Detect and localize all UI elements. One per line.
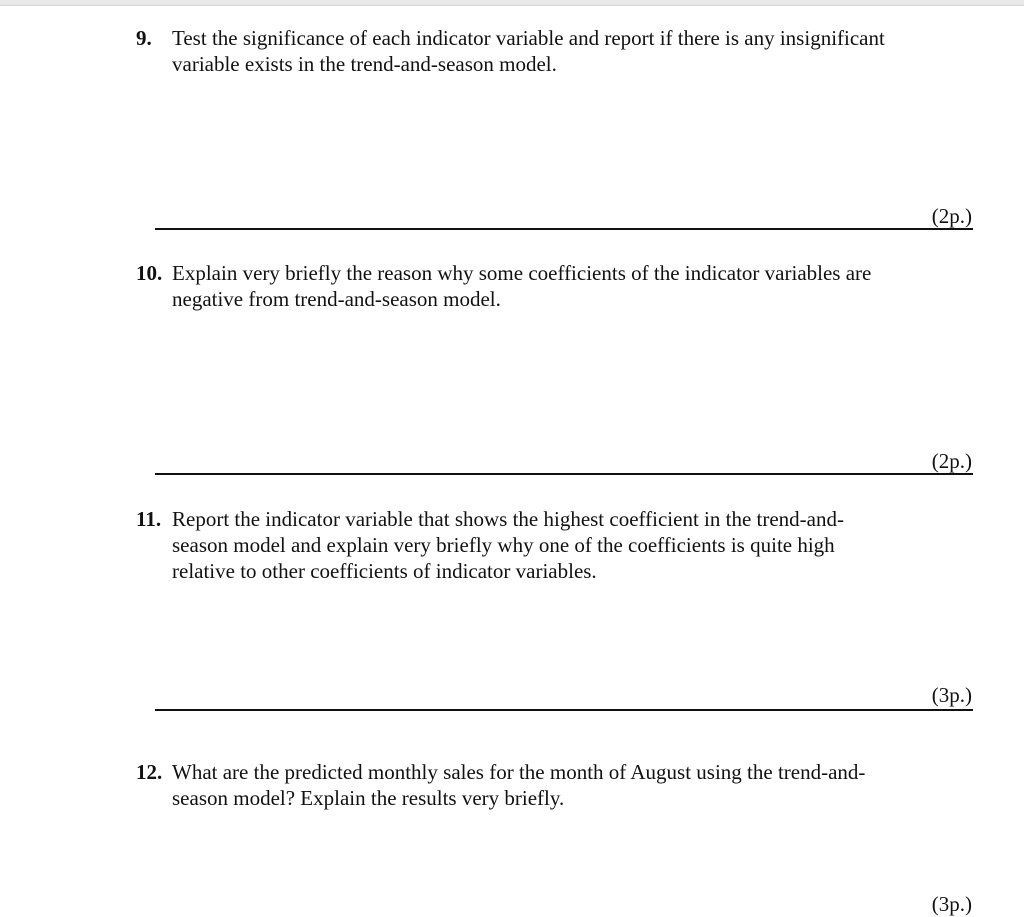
answer-line — [155, 228, 973, 230]
question-text-line: season model? Explain the results very briefly. — [172, 786, 565, 810]
question-text-line: relative to other coefficients of indicator variables. — [172, 559, 597, 583]
question-text-line: What are the predicted monthly sales for the month of August using the trend-and- — [172, 760, 866, 784]
question-number: 9. — [136, 26, 152, 50]
points-label: (3p.) — [931, 892, 972, 916]
page-top-border — [0, 0, 1024, 6]
question-text-line: Test the significance of each indicator variable and report if there is any insignificant — [172, 26, 885, 50]
question-12 — [136, 759, 976, 811]
points-label: (3p.) — [931, 683, 972, 707]
question-number: 12. — [136, 760, 163, 784]
question-10 — [136, 260, 976, 312]
points-label: (2p.) — [931, 204, 972, 228]
answer-line — [155, 709, 973, 711]
question-text-line: season model and explain very briefly why one of the coefficients is quite high — [172, 533, 835, 557]
points-label: (2p.) — [931, 449, 972, 473]
question-11 — [136, 506, 976, 584]
question-text-line: Report the indicator variable that shows the highest coefficient in the trend-and- — [172, 507, 844, 531]
question-text-line: Explain very briefly the reason why some coefficients of the indicator variables are — [172, 261, 872, 285]
question-9 — [136, 25, 976, 77]
question-number: 10. — [136, 261, 163, 285]
question-text-line: variable exists in the trend-and-season model. — [172, 52, 557, 76]
question-number: 11. — [136, 507, 162, 531]
answer-line — [155, 473, 973, 475]
question-text-line: negative from trend-and-season model. — [172, 287, 501, 311]
